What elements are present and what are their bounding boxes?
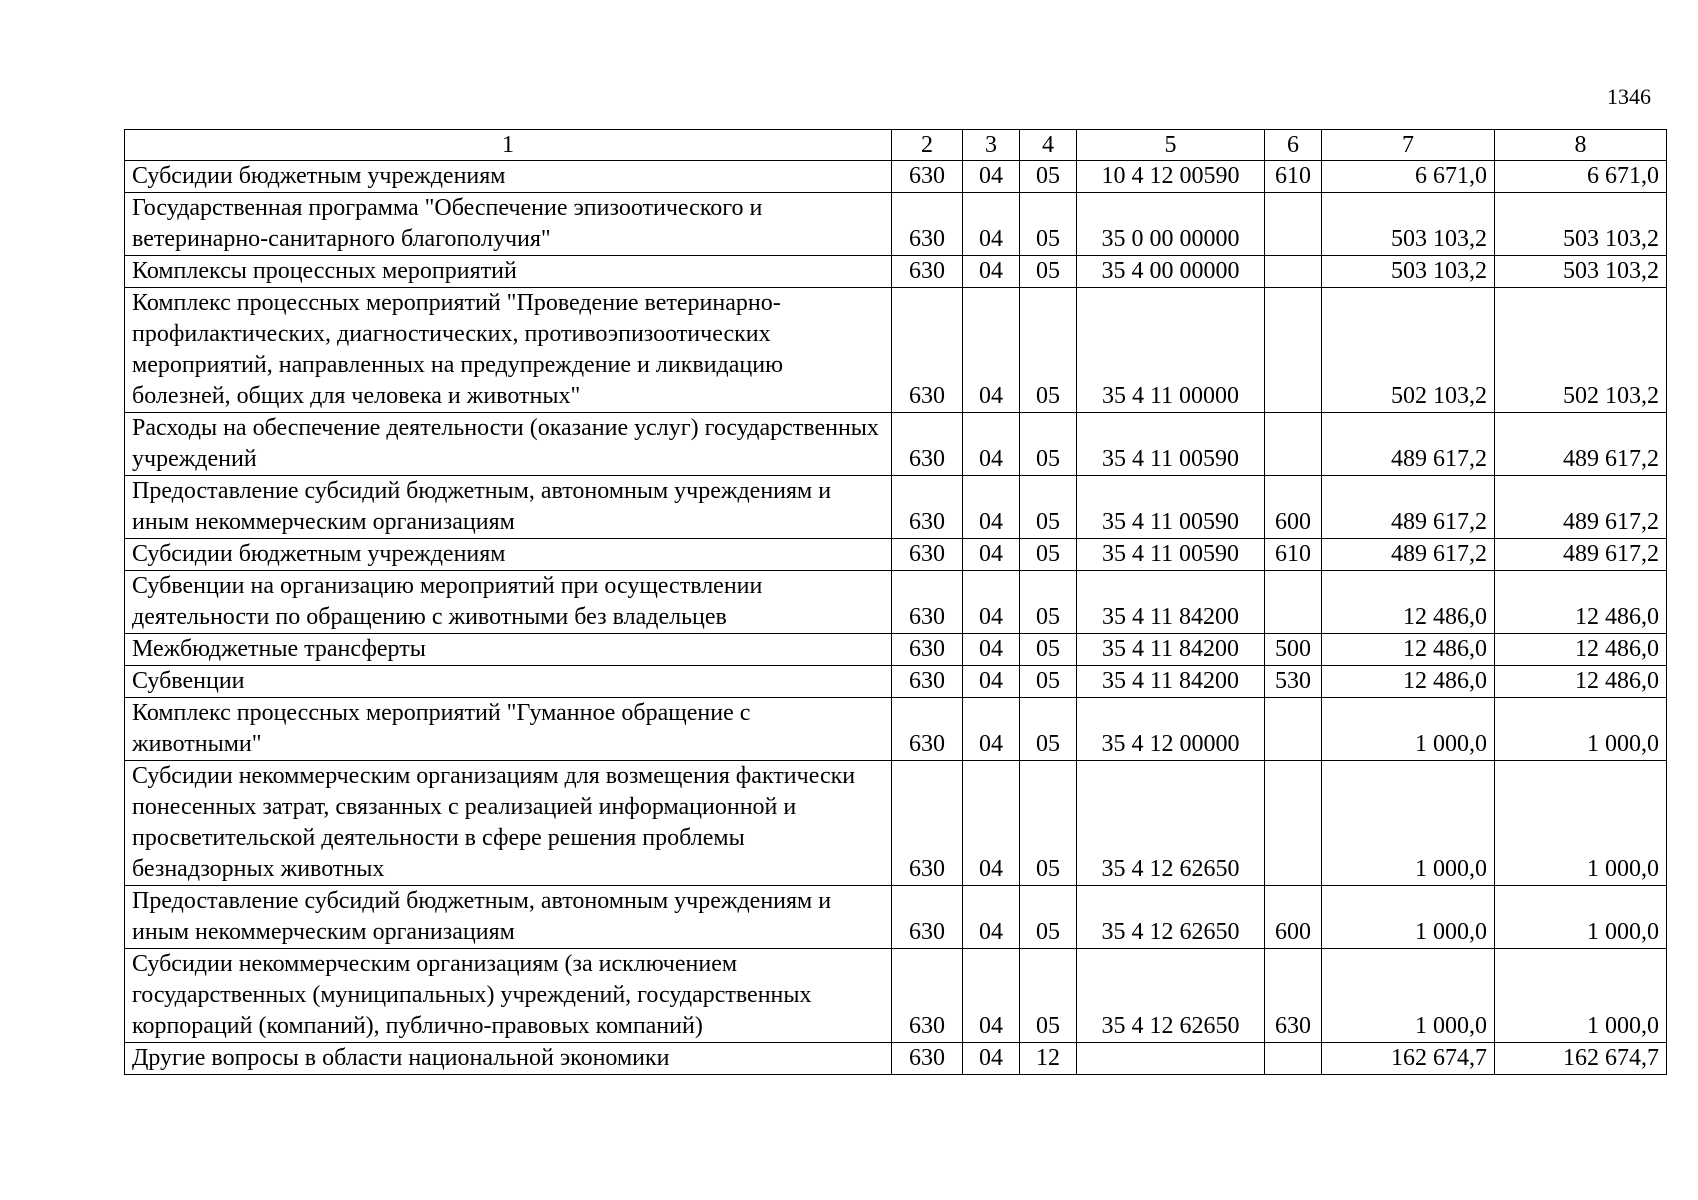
section-code-cell: 04 xyxy=(963,634,1020,666)
amount-cell-7: 1 000,0 xyxy=(1322,949,1495,1043)
table-row xyxy=(125,949,1667,1043)
column-header: 1 xyxy=(125,130,892,161)
subsection-code-cell: 05 xyxy=(1020,539,1077,571)
ministry-code-cell: 630 xyxy=(892,161,963,193)
target-article-cell: 35 4 00 00000 xyxy=(1077,256,1265,288)
target-article-cell: 35 4 12 62650 xyxy=(1077,949,1265,1043)
table-row xyxy=(125,193,1667,256)
amount-cell-8: 489 617,2 xyxy=(1495,413,1667,476)
column-header: 7 xyxy=(1322,130,1495,161)
section-code-cell: 04 xyxy=(963,886,1020,949)
table-row xyxy=(125,698,1667,761)
section-code-cell: 04 xyxy=(963,761,1020,886)
ministry-code-cell: 630 xyxy=(892,761,963,886)
amount-cell-8: 489 617,2 xyxy=(1495,539,1667,571)
amount-cell-7: 12 486,0 xyxy=(1322,634,1495,666)
amount-cell-7: 489 617,2 xyxy=(1322,476,1495,539)
amount-cell-7: 6 671,0 xyxy=(1322,161,1495,193)
row-name-cell: Субсидии бюджетным учреждениям xyxy=(125,161,892,193)
expense-type-cell xyxy=(1265,571,1322,634)
column-header: 8 xyxy=(1495,130,1667,161)
table-row xyxy=(125,476,1667,539)
amount-cell-8: 503 103,2 xyxy=(1495,256,1667,288)
section-code-cell: 04 xyxy=(963,698,1020,761)
expense-type-cell: 500 xyxy=(1265,634,1322,666)
table-row xyxy=(125,161,1667,193)
subsection-code-cell: 05 xyxy=(1020,761,1077,886)
ministry-code-cell: 630 xyxy=(892,666,963,698)
target-article-cell: 35 4 11 00000 xyxy=(1077,288,1265,413)
row-name-cell: Расходы на обеспечение деятельности (оказание услуг) государственных учреждений xyxy=(125,413,892,476)
target-article-cell: 35 4 11 84200 xyxy=(1077,571,1265,634)
expense-type-cell xyxy=(1265,413,1322,476)
expense-type-cell: 610 xyxy=(1265,539,1322,571)
expense-type-cell xyxy=(1265,193,1322,256)
ministry-code-cell: 630 xyxy=(892,571,963,634)
target-article-cell xyxy=(1077,1043,1265,1075)
row-name-cell: Комплекс процессных мероприятий "Проведение ветеринарно-профилактических, диагностических, противоэпизоотических мероприятий, направленных на предупреждение и ликвидацию болезней, общих для человека и животных" xyxy=(125,288,892,413)
page-number: 1346 xyxy=(1607,84,1651,109)
expense-type-cell: 610 xyxy=(1265,161,1322,193)
amount-cell-8: 12 486,0 xyxy=(1495,666,1667,698)
amount-cell-7: 12 486,0 xyxy=(1322,571,1495,634)
row-name-cell: Предоставление субсидий бюджетным, автономным учреждениям и иным некоммерческим организациям xyxy=(125,476,892,539)
amount-cell-7: 489 617,2 xyxy=(1322,413,1495,476)
target-article-cell: 35 4 11 84200 xyxy=(1077,634,1265,666)
section-code-cell: 04 xyxy=(963,949,1020,1043)
expense-type-cell xyxy=(1265,698,1322,761)
subsection-code-cell: 05 xyxy=(1020,193,1077,256)
section-code-cell: 04 xyxy=(963,476,1020,539)
subsection-code-cell: 05 xyxy=(1020,698,1077,761)
table-row xyxy=(125,1043,1667,1075)
target-article-cell: 35 0 00 00000 xyxy=(1077,193,1265,256)
expense-type-cell xyxy=(1265,256,1322,288)
row-name-cell: Другие вопросы в области национальной экономики xyxy=(125,1043,892,1075)
ministry-code-cell: 630 xyxy=(892,288,963,413)
subsection-code-cell: 05 xyxy=(1020,886,1077,949)
header-row xyxy=(125,130,1667,161)
target-article-cell: 35 4 12 62650 xyxy=(1077,886,1265,949)
column-header: 3 xyxy=(963,130,1020,161)
row-name-cell: Комплекс процессных мероприятий "Гуманное обращение с животными" xyxy=(125,698,892,761)
subsection-code-cell: 05 xyxy=(1020,288,1077,413)
column-header: 4 xyxy=(1020,130,1077,161)
expense-type-cell: 600 xyxy=(1265,886,1322,949)
table-row xyxy=(125,256,1667,288)
column-header: 6 xyxy=(1265,130,1322,161)
target-article-cell: 35 4 12 62650 xyxy=(1077,761,1265,886)
ministry-code-cell: 630 xyxy=(892,949,963,1043)
row-name-cell: Субсидии бюджетным учреждениям xyxy=(125,539,892,571)
amount-cell-8: 12 486,0 xyxy=(1495,571,1667,634)
ministry-code-cell: 630 xyxy=(892,256,963,288)
table-row xyxy=(125,413,1667,476)
subsection-code-cell: 05 xyxy=(1020,413,1077,476)
amount-cell-8: 1 000,0 xyxy=(1495,886,1667,949)
subsection-code-cell: 05 xyxy=(1020,949,1077,1043)
ministry-code-cell: 630 xyxy=(892,634,963,666)
section-code-cell: 04 xyxy=(963,1043,1020,1075)
expense-type-cell xyxy=(1265,288,1322,413)
ministry-code-cell: 630 xyxy=(892,539,963,571)
amount-cell-7: 502 103,2 xyxy=(1322,288,1495,413)
expense-type-cell: 530 xyxy=(1265,666,1322,698)
amount-cell-7: 1 000,0 xyxy=(1322,886,1495,949)
column-header: 5 xyxy=(1077,130,1265,161)
table-row xyxy=(125,288,1667,413)
amount-cell-8: 1 000,0 xyxy=(1495,698,1667,761)
section-code-cell: 04 xyxy=(963,161,1020,193)
row-name-cell: Субвенции xyxy=(125,666,892,698)
row-name-cell: Субсидии некоммерческим организациям (за исключением государственных (муниципальных) учреждений, государственных корпораций (компаний), публично-правовых компаний) xyxy=(125,949,892,1043)
amount-cell-8: 1 000,0 xyxy=(1495,949,1667,1043)
target-article-cell: 35 4 12 00000 xyxy=(1077,698,1265,761)
target-article-cell: 35 4 11 84200 xyxy=(1077,666,1265,698)
table-row xyxy=(125,571,1667,634)
section-code-cell: 04 xyxy=(963,256,1020,288)
target-article-cell: 35 4 11 00590 xyxy=(1077,539,1265,571)
table-row xyxy=(125,539,1667,571)
section-code-cell: 04 xyxy=(963,413,1020,476)
row-name-cell: Предоставление субсидий бюджетным, автономным учреждениям и иным некоммерческим организациям xyxy=(125,886,892,949)
section-code-cell: 04 xyxy=(963,666,1020,698)
expense-type-cell: 630 xyxy=(1265,949,1322,1043)
amount-cell-8: 6 671,0 xyxy=(1495,161,1667,193)
ministry-code-cell: 630 xyxy=(892,886,963,949)
ministry-code-cell: 630 xyxy=(892,413,963,476)
row-name-cell: Субсидии некоммерческим организациям для возмещения фактически понесенных затрат, связанных с реализацией информационной и просветительской деятельности в сфере решения проблемы безнадзорных животных xyxy=(125,761,892,886)
row-name-cell: Комплексы процессных мероприятий xyxy=(125,256,892,288)
target-article-cell: 10 4 12 00590 xyxy=(1077,161,1265,193)
amount-cell-8: 1 000,0 xyxy=(1495,761,1667,886)
subsection-code-cell: 12 xyxy=(1020,1043,1077,1075)
ministry-code-cell: 630 xyxy=(892,1043,963,1075)
amount-cell-7: 1 000,0 xyxy=(1322,761,1495,886)
amount-cell-8: 489 617,2 xyxy=(1495,476,1667,539)
amount-cell-8: 502 103,2 xyxy=(1495,288,1667,413)
amount-cell-8: 12 486,0 xyxy=(1495,634,1667,666)
amount-cell-7: 503 103,2 xyxy=(1322,193,1495,256)
table-row xyxy=(125,761,1667,886)
target-article-cell: 35 4 11 00590 xyxy=(1077,476,1265,539)
target-article-cell: 35 4 11 00590 xyxy=(1077,413,1265,476)
column-header: 2 xyxy=(892,130,963,161)
section-code-cell: 04 xyxy=(963,539,1020,571)
ministry-code-cell: 630 xyxy=(892,193,963,256)
subsection-code-cell: 05 xyxy=(1020,256,1077,288)
amount-cell-7: 1 000,0 xyxy=(1322,698,1495,761)
expense-type-cell: 600 xyxy=(1265,476,1322,539)
subsection-code-cell: 05 xyxy=(1020,666,1077,698)
amount-cell-7: 489 617,2 xyxy=(1322,539,1495,571)
amount-cell-7: 12 486,0 xyxy=(1322,666,1495,698)
subsection-code-cell: 05 xyxy=(1020,161,1077,193)
amount-cell-8: 162 674,7 xyxy=(1495,1043,1667,1075)
amount-cell-8: 503 103,2 xyxy=(1495,193,1667,256)
expense-type-cell xyxy=(1265,1043,1322,1075)
table-row xyxy=(125,886,1667,949)
subsection-code-cell: 05 xyxy=(1020,476,1077,539)
row-name-cell: Субвенции на организацию мероприятий при осуществлении деятельности по обращению с животными без владельцев xyxy=(125,571,892,634)
table-row xyxy=(125,634,1667,666)
amount-cell-7: 503 103,2 xyxy=(1322,256,1495,288)
section-code-cell: 04 xyxy=(963,288,1020,413)
subsection-code-cell: 05 xyxy=(1020,571,1077,634)
row-name-cell: Государственная программа "Обеспечение эпизоотического и ветеринарно-санитарного благополучия" xyxy=(125,193,892,256)
section-code-cell: 04 xyxy=(963,571,1020,634)
section-code-cell: 04 xyxy=(963,193,1020,256)
expense-type-cell xyxy=(1265,761,1322,886)
budget-table xyxy=(124,129,1667,1075)
table-row xyxy=(125,666,1667,698)
ministry-code-cell: 630 xyxy=(892,698,963,761)
amount-cell-7: 162 674,7 xyxy=(1322,1043,1495,1075)
ministry-code-cell: 630 xyxy=(892,476,963,539)
row-name-cell: Межбюджетные трансферты xyxy=(125,634,892,666)
subsection-code-cell: 05 xyxy=(1020,634,1077,666)
